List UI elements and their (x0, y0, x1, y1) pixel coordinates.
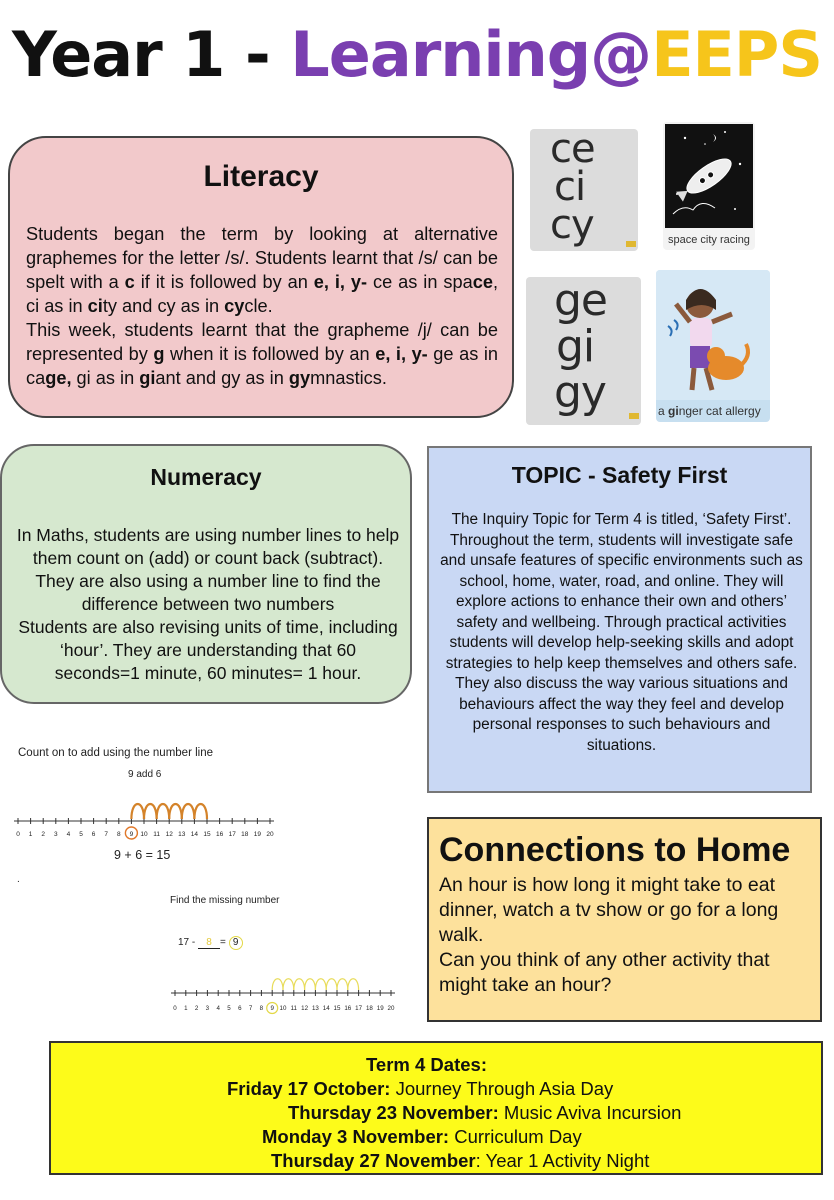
term-date-row: Monday 3 November: Curriculum Day (262, 1126, 582, 1147)
hop-arc (144, 804, 157, 819)
numeracy-body (16, 524, 400, 685)
number-line-tick-label: 14 (190, 831, 199, 838)
grapheme-gy: gy (554, 367, 606, 418)
diagram1-subcaption: 9 add 6 (128, 769, 162, 780)
title-learning: Learning@ (290, 18, 652, 91)
photo-space-city-racing (663, 122, 755, 250)
number-line-tick-label: 4 (216, 1005, 220, 1012)
hop-arc (326, 979, 337, 990)
number-line-tick-label: 19 (253, 831, 262, 838)
numeracy-heading: Numeracy (150, 464, 262, 490)
hop-arc (348, 979, 359, 990)
number-line-tick-label: 8 (259, 1005, 264, 1012)
number-line-tick-label: 18 (365, 1005, 373, 1012)
number-line-tick-label: 19 (376, 1005, 384, 1012)
hop-arc (315, 979, 326, 990)
number-line-tick-label: 7 (104, 831, 109, 838)
grapheme-ge: ge (554, 277, 607, 326)
number-line-tick-label: 1 (28, 831, 33, 838)
literacy-paragraph-2: This week, students learnt that the grapheme /j/ can be represented by g when it is followed by an e, i, y- ge as in cage, gi as in giant and gy as in gymnastics. (26, 320, 498, 388)
number-line-tick-label: 15 (333, 1005, 341, 1012)
diagram1-dot: . (17, 874, 20, 885)
number-line-tick-label: 7 (248, 1005, 253, 1012)
home-paragraph-2: Can you think of any other activity that might take an hour? (439, 949, 770, 996)
number-line-tick-label: 6 (91, 831, 96, 838)
number-line-tick-label: 18 (241, 831, 249, 838)
number-line-tick-label: 12 (165, 831, 173, 838)
grapheme-gi: gi (556, 321, 595, 372)
number-line-tick-label: 16 (215, 831, 224, 838)
caption-ginger-cat-allergy: a ginger cat allergy (658, 404, 761, 418)
number-line-tick-label: 2 (194, 1005, 199, 1012)
title-school: EEPS (651, 18, 822, 91)
number-line-tick-label: 17 (355, 1005, 363, 1012)
hop-arc (272, 979, 283, 990)
photo-ginger-cat-allergy (656, 270, 770, 422)
hop-arc (305, 979, 316, 990)
number-line-tick-label: 15 (203, 831, 211, 838)
number-line-tick-label: 12 (301, 1005, 309, 1012)
numeracy-paragraph-2: Students are also revising units of time, including ‘hour’. They are understanding that 60 seconds=1 minute, 60 minutes= 1 hour. (18, 617, 398, 683)
numeracy-panel (0, 444, 412, 704)
numeracy-paragraph-1: In Maths, students are using number lines to help them count on (add) or count back (subtract). They are also using a number line to find the difference between two numbers (16, 525, 400, 614)
hop-arc (131, 804, 144, 819)
hop-arc (337, 979, 348, 990)
term-date-row: Thursday 27 November: Year 1 Activity Night (271, 1150, 650, 1171)
rocket-illustration (665, 124, 753, 228)
number-line-tick-label: 0 (173, 1005, 177, 1012)
hop-arc (294, 979, 305, 990)
number-line-tick-label: 20 (266, 831, 274, 838)
term-dates-heading: Term 4 Dates: (366, 1054, 487, 1075)
hop-arc (194, 804, 207, 819)
number-line-tick-label: 10 (140, 831, 148, 838)
literacy-heading: Literacy (203, 160, 319, 193)
number-line-tick-label: 5 (227, 1005, 231, 1012)
photo-ce-ci-cy-card (530, 129, 638, 251)
number-line-missing (166, 955, 406, 1017)
number-line-tick-label: 17 (228, 831, 236, 838)
caption-space-city-racing: space city racing (668, 234, 750, 246)
grapheme-ce: ce (550, 129, 595, 172)
number-line-tick-label: 9 (129, 831, 134, 838)
home-paragraph-1: An hour is how long it might take to eat dinner, watch a tv show or go for a long walk. (439, 874, 779, 946)
number-line-tick-label: 2 (41, 831, 46, 838)
home-heading: Connections to Home (439, 831, 791, 869)
number-line-tick-label: 8 (116, 831, 121, 838)
number-line-tick-label: 0 (16, 831, 20, 838)
term-dates-panel (49, 1041, 823, 1175)
literacy-body (26, 222, 498, 390)
number-line-tick-label: 13 (311, 1005, 319, 1012)
number-line-tick-label: 16 (344, 1005, 352, 1012)
literacy-paragraph-1: Students began the term by looking at alternative graphemes for the letter /s/. Students learnt that /s/ can be spelt with a c if it is followed by an e, i, y- ce as in space, ci as in city and cy as in cycle. (26, 224, 498, 316)
home-body (439, 873, 817, 998)
girl-and-cat-illustration (656, 270, 770, 400)
diagram2-caption: Find the missing number (170, 895, 280, 906)
number-line-tick-label: 11 (290, 1005, 298, 1012)
term-date-row: Thursday 23 November: Music Aviva Incursion (288, 1102, 682, 1123)
diagram1-caption: Count on to add using the number line (18, 747, 213, 759)
hop-arc (182, 804, 195, 819)
grapheme-cy: cy (550, 202, 594, 248)
number-line-tick-label: 3 (205, 1005, 210, 1012)
number-line-tick-label: 14 (322, 1005, 330, 1012)
topic-panel (427, 446, 812, 793)
diagram2-answer: 9 (229, 936, 243, 950)
hop-arc (169, 804, 182, 819)
card-corner-mark (626, 241, 636, 247)
number-line-add (10, 795, 290, 845)
page-title (0, 18, 834, 91)
topic-body: The Inquiry Topic for Term 4 is titled, ‘Safety First’. Throughout the term, students will investigate safe and unsafe features of specific environments such as school, home, water, road, and online. They will explore actions to enhance their own and others’ safety and wellbeing. Through practical activities students will develop help-seeking skills and adopt strategies to help keep themselves and others safe. They also discuss the way various situations and behaviours affect the way they feel and develop personal responses to such behaviours and situations. (440, 511, 803, 754)
number-line-tick-label: 1 (184, 1005, 188, 1012)
number-line-tick-label: 4 (66, 831, 71, 838)
number-line-tick-label: 11 (153, 831, 160, 838)
hop-arc (283, 979, 294, 990)
space-scene (665, 124, 753, 228)
term-date-row: Friday 17 October: Journey Through Asia Day (227, 1078, 614, 1099)
number-line-tick-label: 9 (270, 1005, 274, 1012)
diagram2-equation: 17 - 8 = 9 (178, 936, 243, 950)
topic-heading: TOPIC - Safety First (511, 462, 728, 488)
number-line-tick-label: 6 (238, 1005, 242, 1012)
diagram2-blank: 8 (198, 937, 220, 949)
photo-ge-gi-gy-card (526, 277, 641, 425)
grapheme-ci: ci (554, 164, 586, 210)
literacy-panel (8, 136, 514, 418)
title-year: Year 1 - (12, 18, 291, 91)
connections-to-home-panel (427, 817, 822, 1022)
number-line-tick-label: 13 (178, 831, 186, 838)
diagram1-equation: 9 + 6 = 15 (114, 848, 171, 862)
card-corner-mark (629, 413, 639, 419)
number-line-tick-label: 10 (279, 1005, 287, 1012)
number-line-tick-label: 3 (53, 831, 58, 838)
hop-arc (157, 804, 170, 819)
number-line-tick-label: 20 (387, 1005, 395, 1012)
number-line-tick-label: 5 (79, 831, 83, 838)
